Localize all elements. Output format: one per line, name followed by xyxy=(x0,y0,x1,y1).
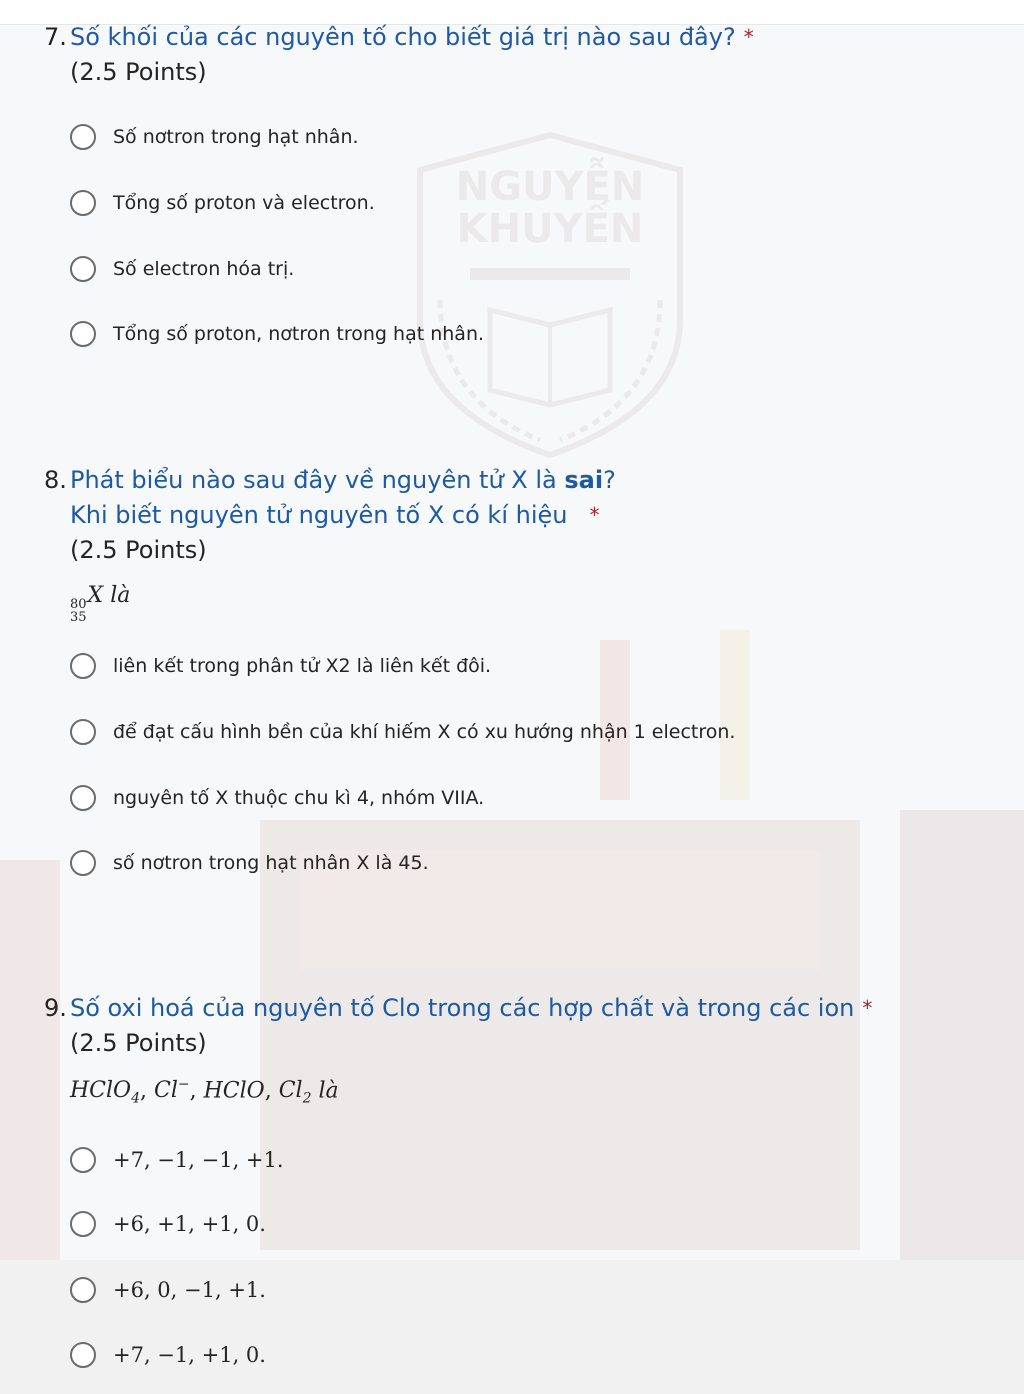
question-points: (2.5 Points) xyxy=(70,58,207,86)
question-number: 7. xyxy=(44,23,67,51)
option-q8-b[interactable] xyxy=(70,717,735,747)
formula-hclo4-sub: 4 xyxy=(131,1090,141,1107)
radio-button[interactable] xyxy=(70,321,96,347)
question-title-text: Số oxi hoá của nguyên tố Clo trong các hợp chất và trong các ion xyxy=(70,994,855,1022)
question-title-text: Số khối của các nguyên tố cho biết giá trị nào sau đây? xyxy=(70,23,736,51)
question-subtitle xyxy=(70,498,1024,533)
formula-cl2 xyxy=(278,1078,312,1107)
question-number: 8. xyxy=(44,466,67,494)
option-q9-a[interactable] xyxy=(70,1145,284,1175)
formula-cl-ion-sup: − xyxy=(177,1077,190,1093)
formula-cl2-base: Cl xyxy=(278,1078,303,1104)
question-points: (2.5 Points) xyxy=(70,1029,207,1057)
radio-button[interactable] xyxy=(70,1147,96,1173)
radio-button[interactable] xyxy=(70,1211,96,1237)
formula-suffix: là xyxy=(318,1078,339,1104)
option-label: nguyên tố X thuộc chu kì 4, nhóm VIIA. xyxy=(113,787,485,809)
option-label: Số electron hóa trị. xyxy=(113,258,295,280)
option-label: Tổng số proton và electron. xyxy=(113,192,375,214)
question-title-end: ? xyxy=(603,466,616,494)
formula-hclo: HClO xyxy=(203,1078,265,1104)
option-q9-d[interactable] xyxy=(70,1340,266,1370)
watermark-line1: NGUYỄN xyxy=(455,164,645,210)
radio-button[interactable] xyxy=(70,719,96,745)
formula-cl2-sub: 2 xyxy=(302,1090,312,1107)
required-mark: * xyxy=(862,996,873,1020)
option-q8-a[interactable] xyxy=(70,651,491,681)
option-label: +6, 0, −1, +1. xyxy=(113,1278,266,1302)
radio-button[interactable] xyxy=(70,850,96,876)
question-title xyxy=(70,991,1024,1026)
school-logo-watermark xyxy=(400,130,700,460)
nuclide-numbers xyxy=(70,598,87,624)
formula-cl-ion xyxy=(154,1078,190,1103)
element-symbol: X xyxy=(87,583,104,608)
question-title-emphasis: sai xyxy=(564,466,604,494)
option-label: +7, −1, −1, +1. xyxy=(113,1148,284,1172)
formula-cl-ion-base: Cl xyxy=(154,1078,178,1104)
option-q7-d[interactable] xyxy=(70,319,484,349)
atomic-number: 35 xyxy=(70,610,87,625)
watermark-line2: KHUYẾN xyxy=(456,206,644,252)
radio-button[interactable] xyxy=(70,1342,96,1368)
option-label: +7, −1, +1, 0. xyxy=(113,1343,266,1367)
option-label: để đạt cấu hình bền của khí hiếm X có xu hướng nhận 1 electron. xyxy=(113,721,736,743)
option-label: Số nơtron trong hạt nhân. xyxy=(113,126,359,148)
chemical-formulas: HClO$_4$, Cl−, HClO, $Cl_2$ là xyxy=(70,1077,339,1107)
option-label: +6, +1, +1, 0. xyxy=(113,1212,266,1236)
option-label: liên kết trong phân tử X2 là liên kết đôi. xyxy=(113,655,492,677)
nuclide-formula xyxy=(70,583,130,624)
option-q7-a[interactable] xyxy=(70,122,359,152)
question-title xyxy=(70,463,1024,498)
option-q9-b[interactable] xyxy=(70,1209,266,1239)
question-7 xyxy=(0,20,1024,90)
radio-button[interactable] xyxy=(70,653,96,679)
question-title-text: Phát biểu nào sau đây về nguyên tử X là xyxy=(70,466,565,494)
background-photo xyxy=(0,560,1024,1394)
question-9 xyxy=(0,991,1024,1061)
radio-button[interactable] xyxy=(70,1277,96,1303)
radio-button[interactable] xyxy=(70,190,96,216)
question-subtitle-text: Khi biết nguyên tử nguyên tố X có kí hiệu xyxy=(70,501,568,529)
radio-button[interactable] xyxy=(70,256,96,282)
option-label: Tổng số proton, nơtron trong hạt nhân. xyxy=(113,323,485,345)
formula-hclo4-base: HClO xyxy=(70,1078,132,1104)
option-q9-c[interactable] xyxy=(70,1275,266,1305)
formula-hclo4 xyxy=(70,1078,141,1107)
option-q8-d[interactable] xyxy=(70,848,429,878)
formula-suffix: là xyxy=(110,583,131,608)
radio-button[interactable] xyxy=(70,785,96,811)
option-q7-c[interactable] xyxy=(70,254,294,284)
question-8 xyxy=(0,463,1024,568)
question-title xyxy=(70,20,1024,55)
question-number: 9. xyxy=(44,994,67,1022)
option-q8-c[interactable] xyxy=(70,783,484,813)
radio-button[interactable] xyxy=(70,124,96,150)
question-points: (2.5 Points) xyxy=(70,536,207,564)
required-mark: * xyxy=(589,503,600,527)
mass-number: 80 xyxy=(70,597,87,612)
option-q7-b[interactable] xyxy=(70,188,375,218)
option-label: số nơtron trong hạt nhân X là 45. xyxy=(113,852,429,874)
required-mark: * xyxy=(743,25,754,49)
